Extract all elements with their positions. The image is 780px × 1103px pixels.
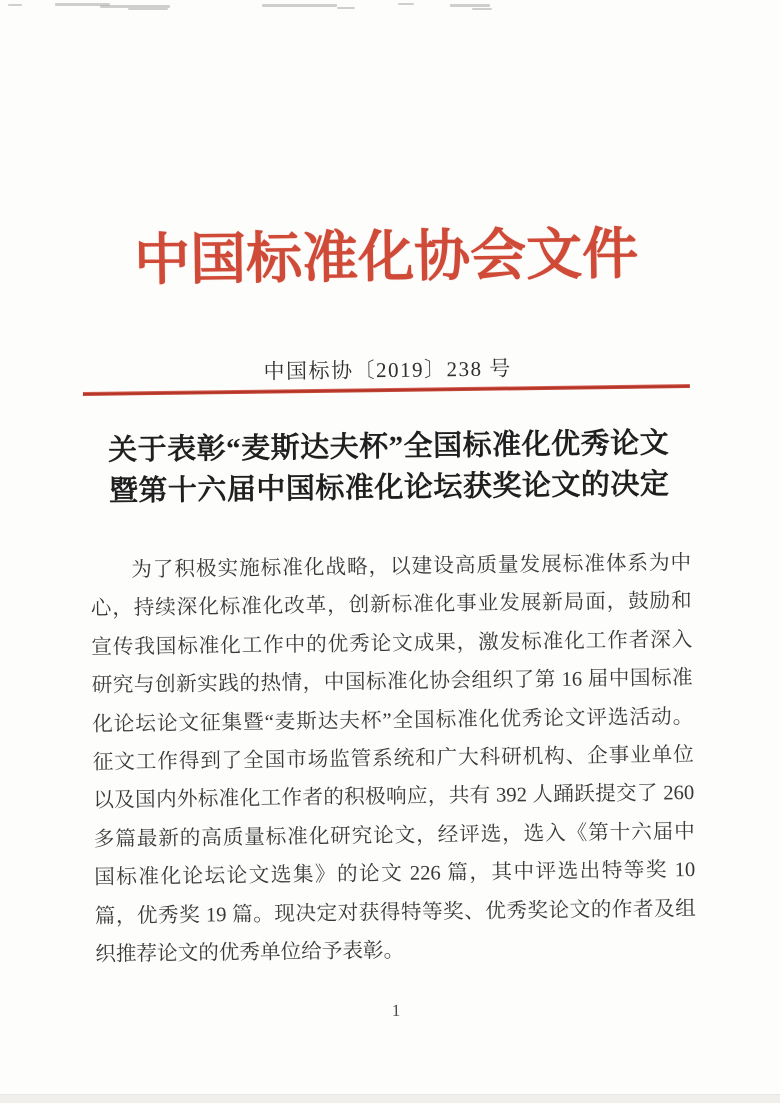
body-line: 征文工作得到了全国市场监管系统和广大科研机构、企事业单位 bbox=[92, 743, 694, 774]
decision-title-line1: 关于表彰“麦斯达夫杯”全国标准化优秀论文 bbox=[107, 427, 670, 467]
body-line: 篇，优秀奖 19 篇。现决定对获得特等奖、优秀奖论文的作者及组 bbox=[94, 897, 696, 928]
page-number: 1 bbox=[391, 1000, 401, 1021]
scan-bottom-edge bbox=[0, 1094, 780, 1103]
letterhead-title: 中国标准化协会文件 bbox=[133, 223, 639, 293]
body-line: 多篇最新的高质量标准化研究论文，经评选，选入《第十六届中 bbox=[93, 820, 695, 851]
body-line: 织推荐论文的优秀单位给予表彰。 bbox=[95, 939, 405, 966]
body-line: 研究与创新实践的热情，中国标准化协会组织了第 16 届中国标准 bbox=[91, 667, 693, 698]
body-line: 化论坛论文征集暨“麦斯达夫杯”全国标准化优秀论文评选活动。 bbox=[92, 705, 694, 736]
decision-title-line2: 暨第十六届中国标准化论坛获奖论文的决定 bbox=[108, 468, 670, 508]
document-number: 中国标协〔2019〕238 号 bbox=[263, 356, 512, 384]
body-paragraph bbox=[90, 544, 696, 974]
decision-title bbox=[0, 422, 779, 514]
body-line: 国标准化论坛论文选集》的论文 226 篇，其中评选出特等奖 10 bbox=[94, 859, 696, 890]
body-line: 心，持续深化标准化改革，创新标准化事业发展新局面，鼓励和 bbox=[90, 590, 692, 621]
body-line: 为了积极实施标准化战略，以建设高质量发展标准体系为中 bbox=[131, 552, 692, 582]
body-line: 以及国内外标准化工作者的积极响应，共有 392 人踊跃提交了 260 bbox=[93, 782, 695, 813]
body-line: 宣传我国标准化工作中的优秀论文成果，激发标准化工作者深入 bbox=[91, 628, 693, 659]
